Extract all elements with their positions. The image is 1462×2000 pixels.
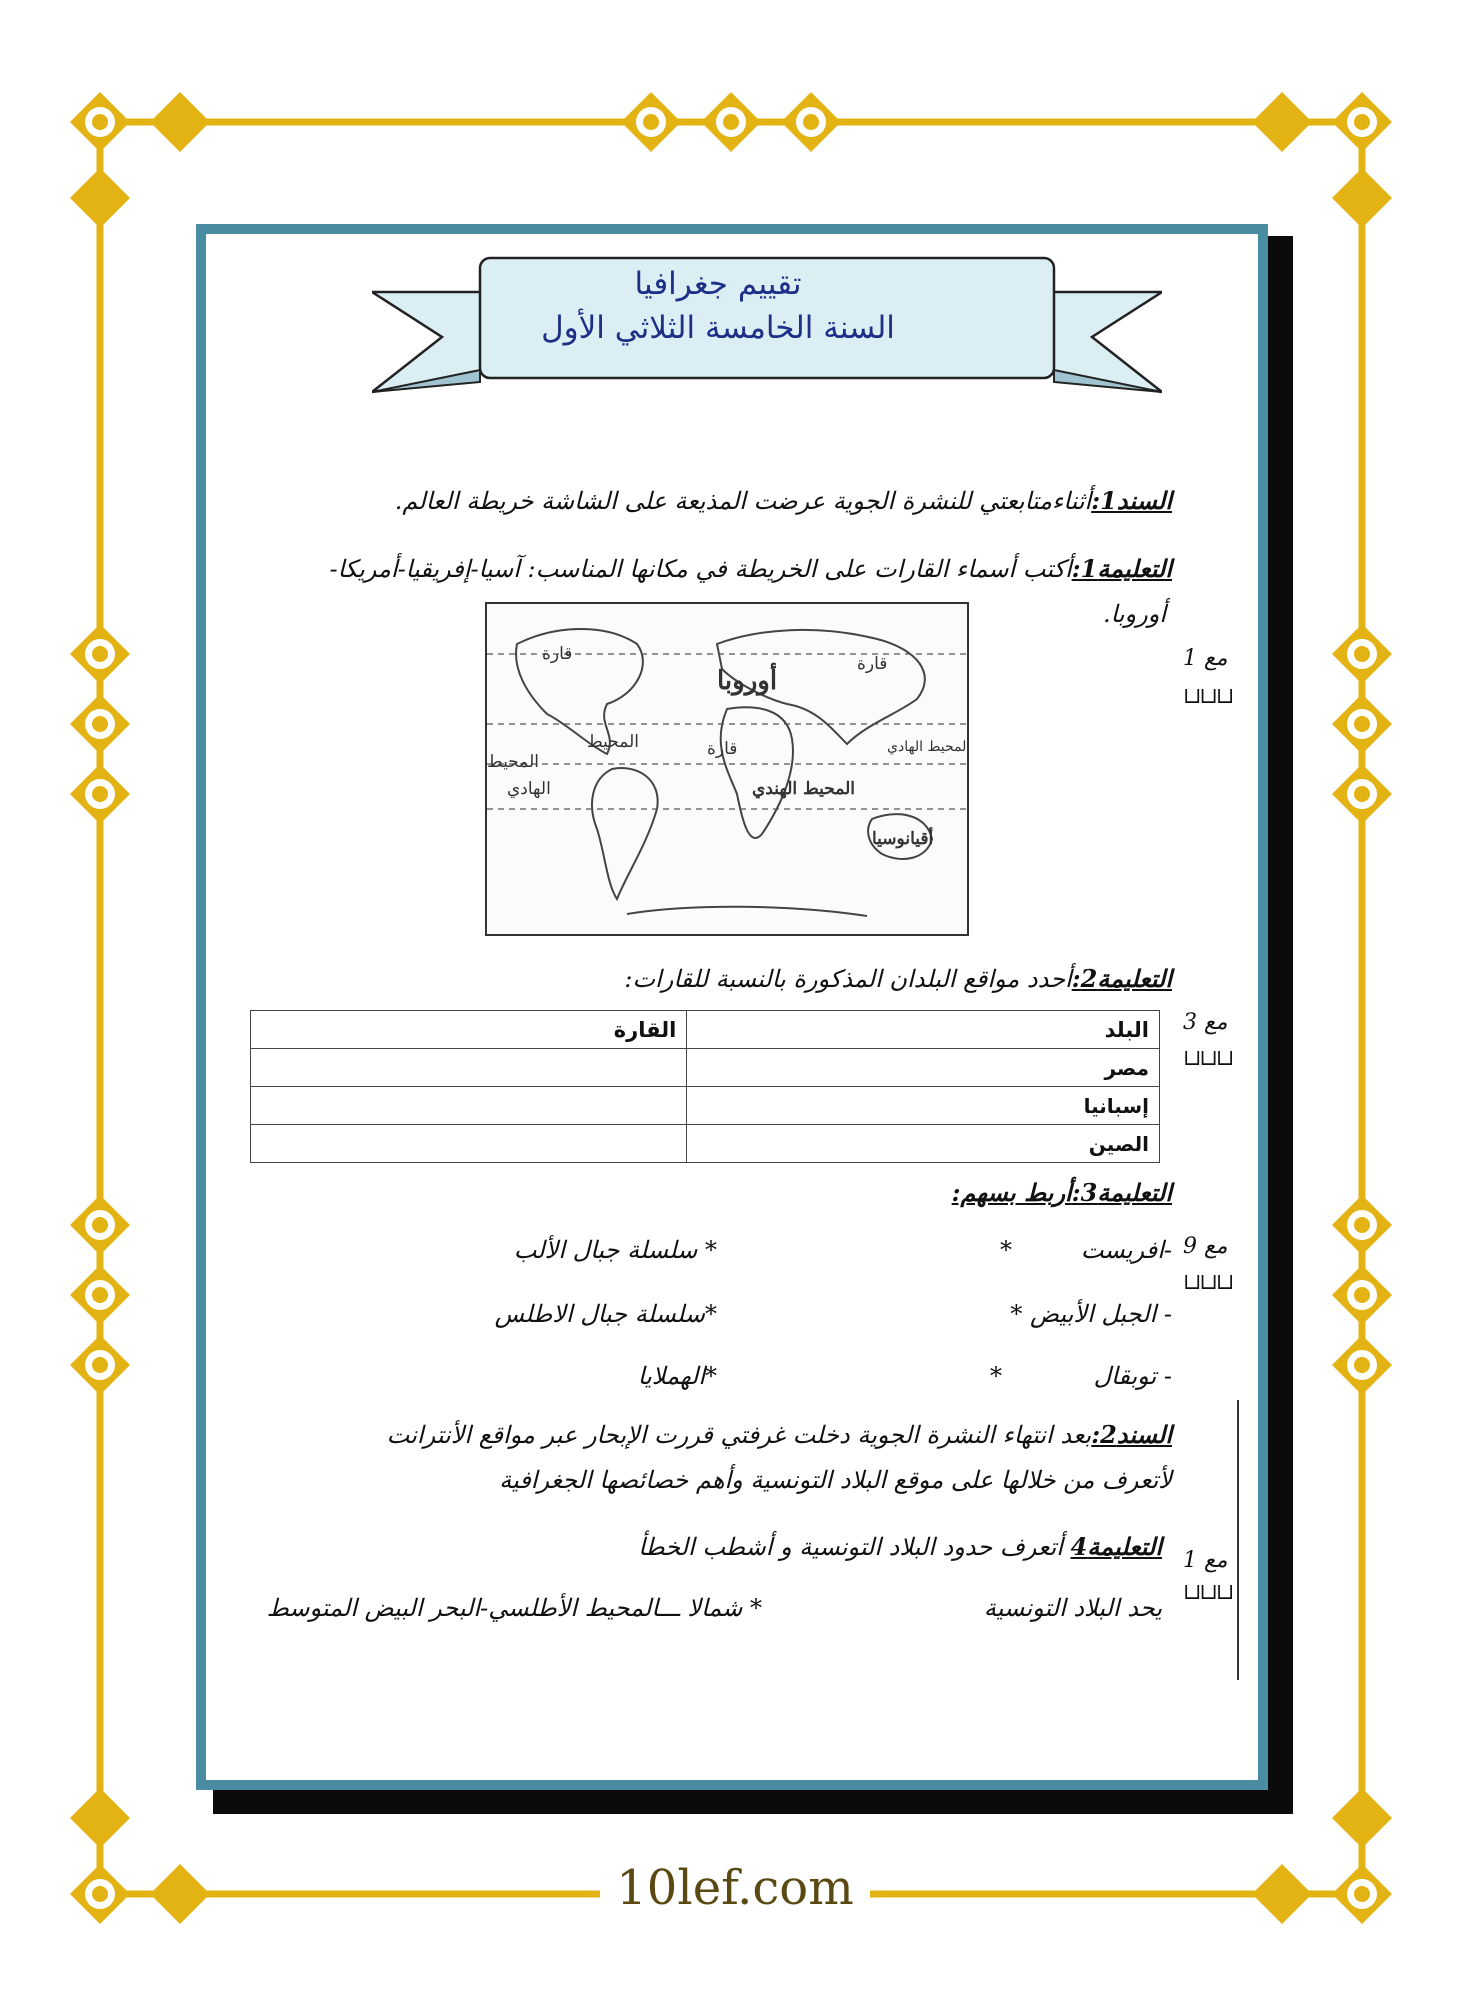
table-row <box>251 1125 1160 1163</box>
task3-label: التعليمة3: <box>1071 1178 1172 1207</box>
header-country: البلد <box>687 1011 1160 1049</box>
doc2-text: بعد انتهاء النشرة الجوية دخلت غرفتي قررت الإبحار عبر مواقع الأنترانت <box>386 1421 1092 1449</box>
doc1-line <box>395 486 1172 515</box>
map-label-pacific: المحيط الهادي <box>887 739 971 755</box>
table-row <box>251 1049 1160 1087</box>
task1-line <box>329 554 1172 583</box>
watermark: 10lef.com <box>600 1858 870 1918</box>
corner-diamond <box>150 1864 210 1924</box>
match-right-item: *سلسلة جبال الاطلس <box>494 1300 717 1328</box>
doc2-line <box>387 1420 1172 1449</box>
doc2-label: السند2: <box>1091 1420 1172 1449</box>
score-boxes: ⊔⊔⊔ <box>1183 684 1233 709</box>
criterion-mark: مع 1 <box>1183 646 1228 671</box>
task2-label: التعليمة2: <box>1071 964 1172 993</box>
map-label-indian: المحيط الهندي <box>752 779 855 799</box>
map-label-continent: قارة <box>857 654 888 674</box>
criterion-mark: مع 1 <box>1183 1548 1228 1573</box>
task4-text: أتعرف حدود البلاد التونسية و أشطب الخطأ <box>638 1533 1063 1561</box>
doc2-text2: لأتعرف من خلالها على موقع البلاد التونسية وأهم خصائصها الجغرافية <box>499 1466 1172 1494</box>
match-left-item: -افريست <box>1080 1236 1172 1264</box>
criterion-mark: مع 9 <box>1183 1234 1228 1259</box>
continent-answer-cell[interactable] <box>251 1049 687 1087</box>
score-boxes: ⊔⊔⊔ <box>1183 1270 1233 1295</box>
doc1-text: أثناءمتابعتي للنشرة الجوية عرضت المذيعة على الشاشة خريطة العالم. <box>394 487 1092 515</box>
banner-subtitle: السنة الخامسة الثلاثي الأول <box>541 310 895 346</box>
task4-line <box>638 1532 1162 1561</box>
score-boxes: ⊔⊔⊔ <box>1183 1046 1233 1071</box>
task1-label: التعليمة1: <box>1071 554 1172 583</box>
country-cell: الصين <box>687 1125 1160 1163</box>
map-label-oceania: أقيانوسيا <box>872 829 934 849</box>
countries-table <box>250 1010 1160 1163</box>
match-right-item: * سلسلة جبال الألب <box>513 1236 717 1264</box>
banner-title-block <box>480 262 956 350</box>
corner-diamond <box>1332 168 1392 228</box>
map-label-continent: قارة <box>542 644 573 664</box>
task4-label: التعليمة4 <box>1070 1532 1162 1561</box>
doc1-label: السند1: <box>1091 486 1172 515</box>
corner-diamond <box>70 168 130 228</box>
map-label-pacific: الهادي <box>507 779 551 799</box>
map-label-ocean: المحيط <box>587 732 639 752</box>
task3-line <box>952 1178 1172 1207</box>
task1-text2: أوروبا. <box>1102 600 1166 628</box>
continent-answer-cell[interactable] <box>251 1125 687 1163</box>
match-left-item: - الجبل الأبيض * <box>1010 1300 1172 1328</box>
score-boxes: ⊔⊔⊔ <box>1183 1580 1233 1605</box>
map-label-continent: قارة <box>707 739 738 759</box>
world-map[interactable] <box>485 602 969 936</box>
task4-right: * شمالا ـــالمحيط الأطلسي-البحر البيض المتوسط <box>266 1594 762 1622</box>
task3-text: أربط بسهم: <box>951 1178 1072 1207</box>
map-label-ocean: المحيط <box>487 752 539 772</box>
corner-diamond <box>1252 92 1312 152</box>
task4-left: يحد البلاد التونسية <box>983 1594 1162 1622</box>
continent-answer-cell[interactable] <box>251 1087 687 1125</box>
match-left-item: - توبقال <box>1093 1362 1172 1390</box>
table-row <box>251 1087 1160 1125</box>
task1-text: أكتب أسماء القارات على الخريطة في مكانها المناسب: آسيا-إفريقيا-أمريكا- <box>329 555 1072 583</box>
match-left-star: * <box>990 1362 1002 1390</box>
corner-diamond <box>1252 1864 1312 1924</box>
banner-title: تقييم جغرافيا <box>634 266 802 302</box>
task2-text: أحدد مواقع البلدان المذكورة بالنسبة للقارات: <box>624 965 1072 993</box>
country-cell: إسبانيا <box>687 1087 1160 1125</box>
criterion-mark: مع 3 <box>1183 1010 1228 1035</box>
margin-line <box>1237 1400 1239 1680</box>
corner-diamond <box>70 1788 130 1848</box>
country-cell: مصر <box>687 1049 1160 1087</box>
match-left-star: * <box>1000 1236 1012 1264</box>
table-header-row <box>251 1011 1160 1049</box>
header-continent: القارة <box>251 1011 687 1049</box>
corner-diamond <box>150 92 210 152</box>
match-right-item: *الهملايا <box>637 1362 717 1390</box>
corner-diamond <box>1332 1788 1392 1848</box>
map-label-europe: أوروبا <box>717 666 778 696</box>
task2-line <box>624 964 1172 993</box>
